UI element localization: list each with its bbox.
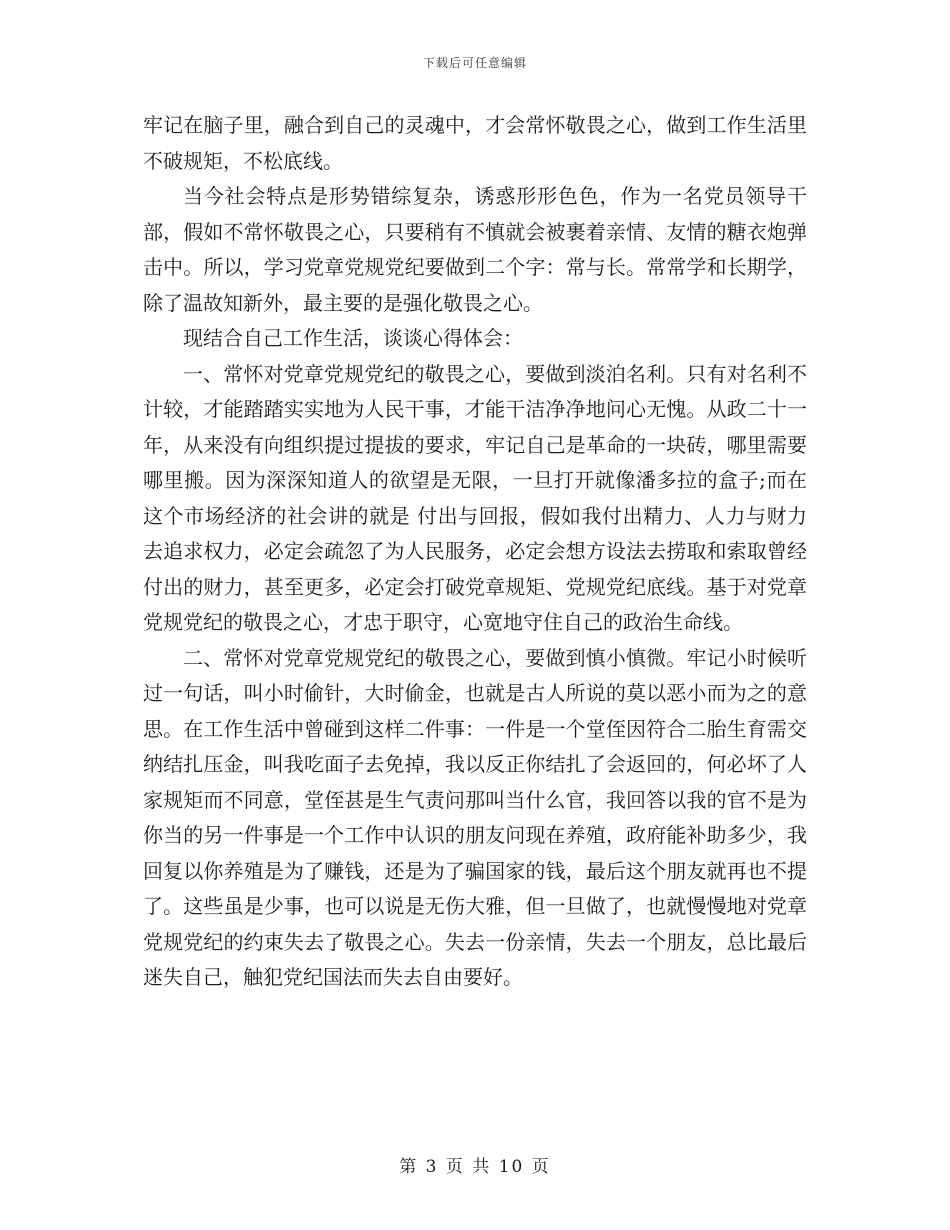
paragraph: 现结合自己工作生活，谈谈心得体会： (183, 326, 523, 350)
page-header: 下载后可任意编辑 (422, 56, 527, 70)
paragraph: 二、常怀对党章党规党纪的敬畏之心，要做到慎小慎微。牢记小时候听过一句话，叫小时偷针，大时偷金，也就是古人所说的莫以恶小而为之的意思。在工作生活中曾碰到这样二件事：一件是一个堂侄因符合二胎生育需交纳结扎压金，叫我吃面子去免掉，我以反正你结扎了会返回的，何必坏了人家规矩而不同意，堂侄甚是生气责问那叫当什么官，我回答以我的官不是为你当的另一件事是一个工作中认识的朋友问现在养殖，政府能补助多少，我回复以你养殖是为了赚钱，还是为了骗国家的钱，最后这个朋友就再也不提了。这些虽是少事，也可以说是无伤大雅，但一旦做了，也就慢慢地对党章党规党纪的约束失去了敬畏之心。失去一份亲情，失去一个朋友，总比最后迷失自己，触犯党纪国法而失去自由要好。 (143, 645, 807, 989)
paragraph: 一、常怀对党章党规党纪的敬畏之心，要做到淡泊名利。只有对名利不计较，才能踏踏实实地为人民干事，才能干洁净净地问心无愧。从政二十一年，从来没有向组织提过提拔的要求，牢记自己是革命的一块砖，哪里需要哪里搬。因为深深知道人的欲望是无限，一旦打开就像潘多拉的盒子;而在这个市场经济的社会讲的就是 付出与回报，假如我付出精力、人力与财力去追求权力，必定会疏忽了为人民服务，必定会想方设法去捞取和索取曾经付出的财力，甚至更多，必定会打破党章规矩、党规党纪底线。基于对党章党规党纪的敬畏之心，才忠于职守，心宽地守住自己的政治生命线。 (143, 361, 807, 634)
page-number-footer: 第 3 页 共 10 页 (399, 1157, 551, 1177)
paragraph: 当今社会特点是形势错综复杂，诱惑形形色色，作为一名党员领导干部，假如不常怀敬畏之心，只要稍有不慎就会被裹着亲情、友情的糖衣炮弹击中。所以，学习党章党规党纪要做到二个字：常与长。常常学和长期学，除了温故知新外，最主要的是强化敬畏之心。 (143, 184, 807, 315)
paragraph-continuation: 牢记在脑子里，融合到自己的灵魂中，才会常怀敬畏之心，做到工作生活里不破规矩，不松底线。 (143, 113, 807, 173)
document-body (143, 108, 807, 996)
